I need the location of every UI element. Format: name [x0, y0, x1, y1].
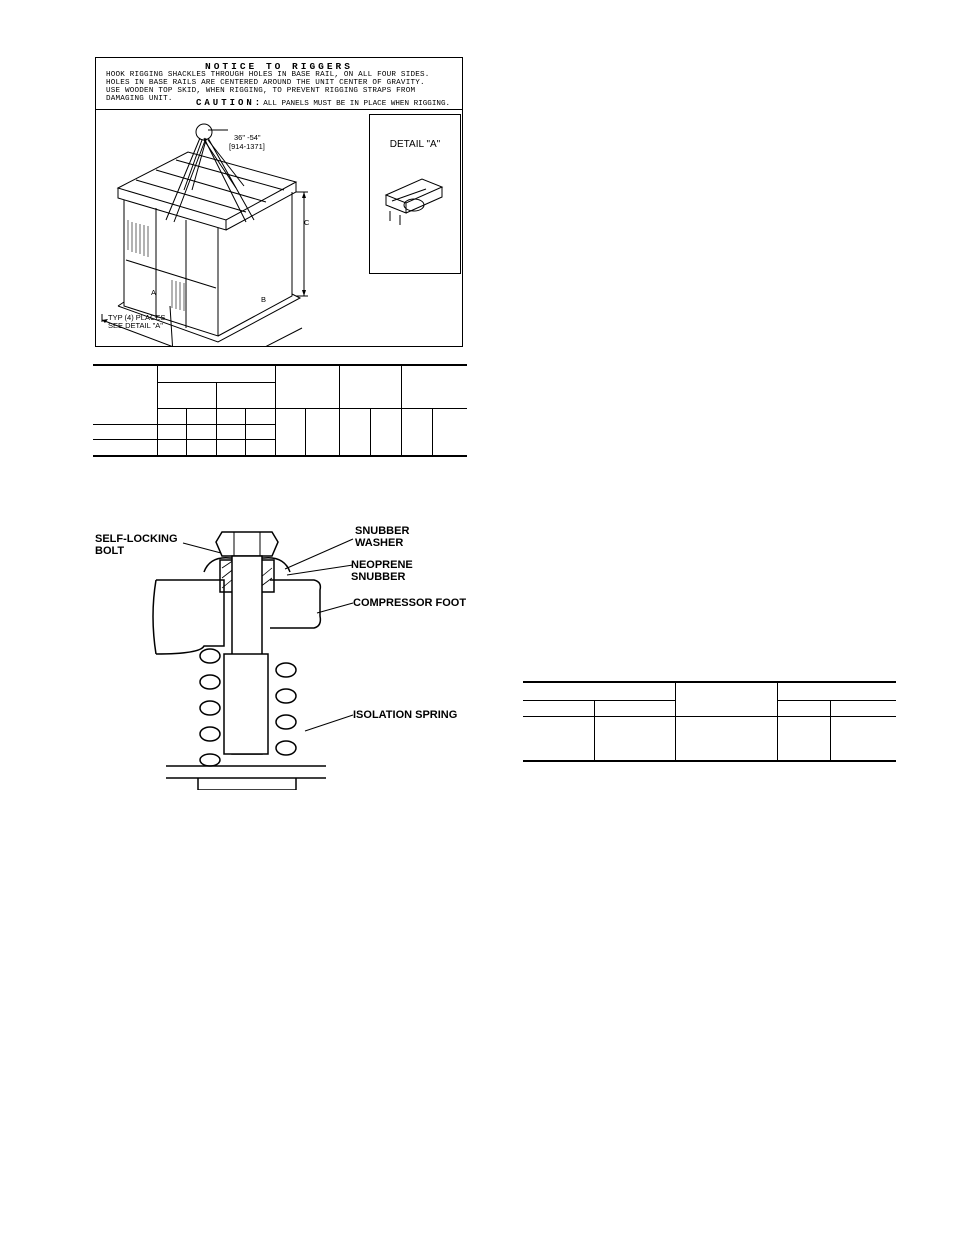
table-rule: [777, 681, 778, 761]
table-rule: [777, 700, 896, 701]
table-rule: [93, 439, 275, 440]
callout-leaders: [175, 535, 355, 735]
notice-line: USE WOODEN TOP SKID, WHEN RIGGING, TO PREVENT RIGGING STRAPS FROM: [106, 87, 416, 95]
table-rule: [523, 700, 675, 701]
table-rule: [594, 700, 595, 761]
table-rule: [370, 408, 371, 456]
table-rule: [339, 364, 340, 456]
table-rule: [401, 364, 402, 456]
rigging-figure: [95, 57, 463, 347]
dim-top-metric-label: [914-1371]: [229, 142, 265, 151]
table-rule: [93, 424, 275, 425]
detail-a-drawing: [382, 175, 446, 227]
rigging-sling: [166, 138, 206, 222]
dim-b-label: B: [261, 295, 267, 304]
notice-line: DAMAGING UNIT.: [106, 95, 173, 103]
table-rule: [186, 408, 187, 456]
table-rule: [523, 760, 896, 762]
table-rule: [245, 408, 246, 456]
typ-places-label: TYP (4) PLACES: [108, 313, 166, 322]
self-locking-bolt-label: SELF-LOCKING BOLT: [95, 533, 178, 557]
table-rule: [305, 408, 306, 456]
snubber-washer-label: SNUBBER WASHER: [355, 525, 410, 549]
caution-text: ALL PANELS MUST BE IN PLACE WHEN RIGGING.: [263, 100, 451, 108]
detail-a-label: DETAIL "A": [389, 139, 441, 150]
dim-top-label: 36" -54": [234, 133, 261, 142]
isolation-spring-label: ISOLATION SPRING: [353, 709, 458, 721]
table-rule: [93, 364, 467, 366]
caution-notice: [196, 98, 450, 108]
table-rule: [523, 681, 896, 683]
lifting-hook: [196, 124, 212, 140]
notice-header: [96, 58, 462, 110]
notice-line: HOLES IN BASE RAILS ARE CENTERED AROUND THE UNIT CENTER OF GRAVITY.: [106, 79, 425, 87]
see-detail-label: SEE DETAIL "A": [108, 321, 163, 330]
neoprene-snubber-label: NEOPRENE SNUBBER: [351, 559, 413, 583]
table-rule: [216, 382, 217, 456]
compressor-foot-label: COMPRESSOR FOOT: [353, 597, 467, 609]
notice-title: NOTICE TO RIGGERS: [205, 61, 353, 72]
compressor-table: [523, 681, 896, 763]
rigging-weights-table: [93, 364, 467, 458]
caution-label: CAUTION:: [196, 98, 264, 108]
table-rule: [432, 408, 433, 456]
table-rule: [93, 455, 467, 457]
table-rule: [675, 681, 676, 761]
table-rule: [830, 700, 831, 761]
detail-a-box: [369, 114, 461, 274]
dim-c-label: C: [304, 218, 310, 227]
notice-line: HOOK RIGGING SHACKLES THROUGH HOLES IN BASE RAIL, ON ALL FOUR SIDES.: [106, 71, 430, 79]
table-rule: [157, 364, 158, 456]
table-rule: [157, 408, 467, 409]
dim-a-label: A: [151, 288, 157, 297]
table-rule: [275, 364, 276, 456]
table-rule: [523, 716, 896, 717]
